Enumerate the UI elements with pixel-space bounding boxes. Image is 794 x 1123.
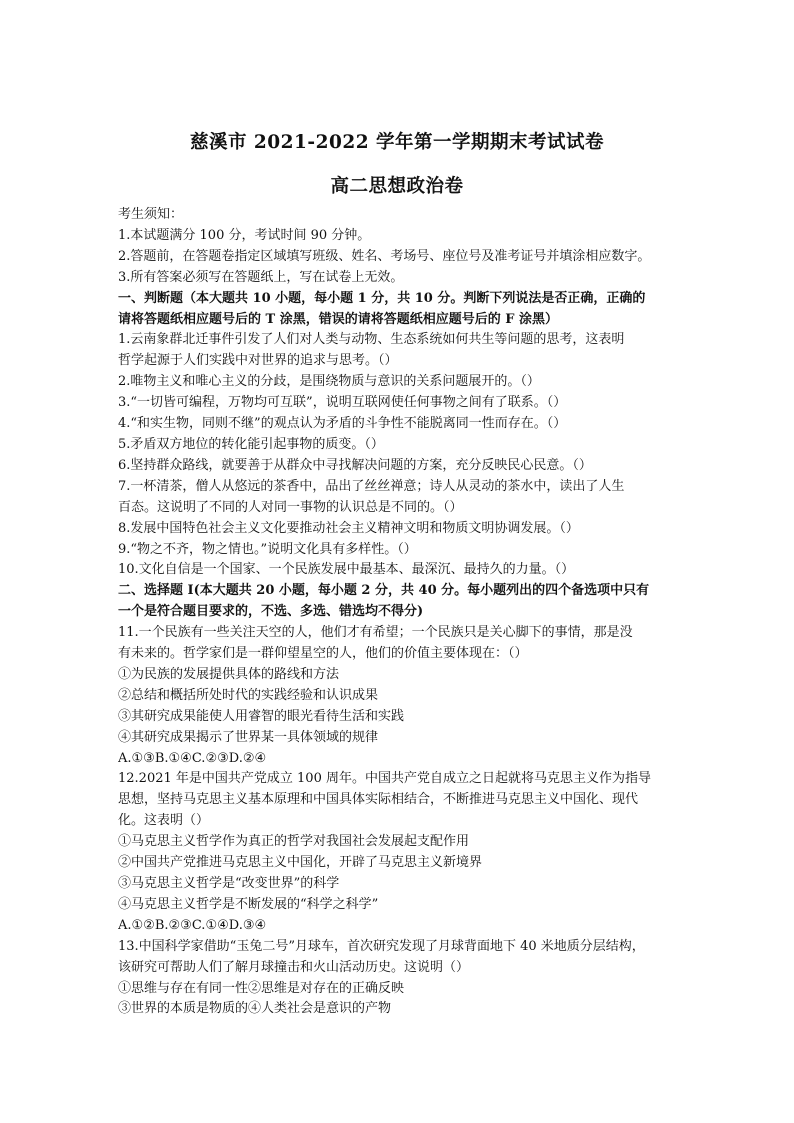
question-10: 10.文化自信是一个国家、一个民族发展中最基本、最深沉、最持久的力量。（）: [118, 562, 575, 578]
question-12-option: ③马克思主义哲学是“改变世界”的科学: [118, 876, 340, 891]
question-11-option: ③其研究成果能使人用睿智的眼光看待生活和实践: [118, 708, 405, 724]
section1-heading: 一、判断题（本大题共 10 小题，每小题 1 分，共 10 分。判断下列说法是否正确，正确的: [118, 290, 646, 306]
exam-subtitle: 高二思想政治卷: [330, 176, 464, 197]
question-3: 3.“一切皆可编程，万物均可互联”，说明互联网使任何事物之间有了联系。（）: [118, 395, 567, 411]
question-7: 7.一杯清茶，僧人从悠远的茶香中，品出了丝丝禅意；诗人从灵动的茶水中，读出了人生: [118, 478, 625, 494]
notice-item: 1.本试题满分 100 分，考试时间 90 分钟。: [118, 227, 371, 243]
question-13-option: ③世界的本质是物质的④人类社会是意识的产物: [118, 1001, 392, 1017]
question-8: 8.发展中国特色社会主义文化要推动社会主义精神文明和物质文明协调发展。（）: [118, 520, 579, 536]
question-7: 百态。这说明了不同的人对同一事物的认识总是不同的。（）: [118, 499, 463, 515]
section2-heading: 一个是符合题目要求的，不选、多选、错选均不得分): [118, 604, 424, 620]
question-6: 6.坚持群众路线，就要善于从群众中寻找解决问题的方案，充分反映民心民意。（）: [118, 457, 592, 473]
question-12-choices: A.①②B.②③C.①④D.③④: [118, 917, 267, 933]
question-12-option: ②中国共产党推进马克思主义中国化，开辟了马克思主义新境界: [118, 855, 483, 871]
question-13-stem: 该研究可帮助人们了解月球撞击和火山活动历史。这说明（）: [118, 959, 470, 975]
question-11-stem: 11.一个民族有一些关注天空的人，他们才有希望；一个民族只是关心脚下的事情，那是没: [118, 625, 633, 641]
question-11-choices: A.①③B.①④C.②③D.②④: [118, 750, 267, 766]
question-1: 1.云南象群北迁事件引发了人们对人类与动物、生态系统如何共生等问题的思考，这表明: [118, 332, 625, 348]
exam-body: [118, 205, 686, 1020]
question-12-stem: 12.2021 年是中国共产党成立 100 周年。中国共产党自成立之日起就将马克思主义作为指导: [118, 771, 651, 787]
notice-item: 3.所有答案必须写在答题纸上，写在试卷上无效。: [118, 269, 404, 285]
question-12-option: ①马克思主义哲学作为真正的哲学对我国社会发展起支配作用: [118, 834, 470, 850]
section2-heading: 二、选择题 I(本大题共 20 小题，每小题 2 分，共 40 分。每小题列出的四个备选项中只有: [118, 583, 650, 599]
question-11-option: ④其研究成果揭示了世界某一具体领域的规律: [118, 729, 379, 745]
notice-item: 2.答题前，在答题卷指定区域填写班级、姓名、考场号、座位号及准考证号并填涂相应数字。: [118, 248, 651, 264]
question-11-option: ②总结和概括所处时代的实践经验和认识成果: [118, 687, 379, 703]
notice-heading: 考生须知：: [118, 207, 184, 222]
question-12-option: ④马克思主义哲学是不断发展的“科学之科学”: [118, 896, 379, 912]
section1-heading: 请将答题纸相应题号后的 T 涂黑，错误的请将答题纸相应题号后的 F 涂黑）: [118, 311, 559, 327]
question-13-option: ①思维与存在有同一性②思维是对存在的正确反映: [118, 980, 405, 996]
exam-title: 慈溪市 2021-2022 学年第一学期期末考试试卷: [189, 132, 605, 153]
question-12-stem: 思想，坚持马克思主义基本原理和中国具体实际相结合，不断推进马克思主义中国化、现代: [118, 792, 639, 808]
question-9: 9.“物之不齐，物之情也。”说明文化具有多样性。（）: [118, 541, 417, 557]
question-5: 5.矛盾双方地位的转化能引起事物的质变。（）: [118, 436, 384, 452]
question-2: 2.唯物主义和唯心主义的分歧，是围绕物质与意识的关系问题展开的。（）: [118, 374, 540, 390]
question-4: 4.“和实生物，同则不继”的观点认为矛盾的斗争性不能脱离同一性而存在。（）: [118, 416, 567, 432]
question-11-stem: 有未来的。哲学家们是一群仰望星空的人，他们的价值主要体现在：（）: [118, 646, 528, 662]
question-1: 哲学起源于人们实践中对世界的追求与思考。（）: [118, 353, 398, 369]
question-11-option: ①为民族的发展提供具体的路线和方法: [118, 666, 340, 682]
question-13-stem: 13.中国科学家借助“玉兔二号”月球车，首次研究发现了月球背面地下 40 米地质分层结构，: [118, 938, 645, 954]
question-12-stem: 化。这表明（）: [118, 813, 210, 829]
